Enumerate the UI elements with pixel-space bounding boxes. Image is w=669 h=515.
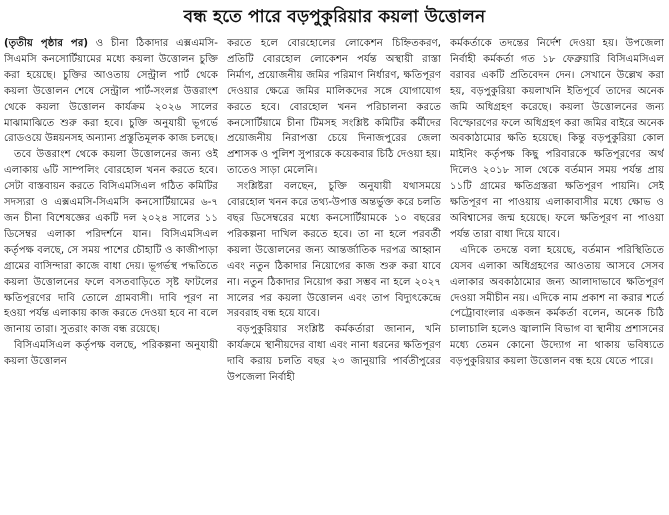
article-headline: বন্ধ হতে পারে বড়পুকুরিয়ার কয়লা উত্তোলন: [183, 7, 486, 27]
continuation-tag: (তৃতীয় পৃষ্ঠার পর): [4, 38, 89, 49]
article-paragraph: বিসিএমসিএল কর্তৃপক্ষ বলছে, পরিকল্পনা অনুযায়ী কয়লা উত্তোলন: [4, 340, 218, 368]
article-paragraph: এদিকে তদন্তে বলা হয়েছে, বর্তমান পরিস্থিতিতে যেসব এলাকা অধিগ্রহণের আওতায় আসবে সেসব এলাকার অবকাঠামোর জন্য আলাদাভাবে ক্ষতিপূরণ দেওয়া সমীচীন নয়। এদিকে নাম প্রকাশ না করার শর্তে পেট্রোবাংলার একজন কর্মকর্তা বলেন, অনেক চিঠি চালাচালি হলেও জ্বালানি বিভাগ বা স্থানীয় প্রশাসনের মধ্যে তেমন কোনো উদ্যোগ না থাকায় ভবিষ্যতে বড়পুকুরিয়ার কয়লা উত্তোলন বন্ধ হয়ে যেতে পারে।: [450, 244, 664, 368]
article-paragraph: (তৃতীয় পৃষ্ঠার পর) ও চীনা ঠিকাদার এক্সএমসি-সিএমসি কনসোর্টিয়ামের মধ্যে কয়লা উত্তোলন চুক্তি করা হয়েছে। চুক্তির আওতায় সেন্ট্রাল পার্ট থেকে কয়লা উত্তোলন শেষে সেন্ট্রাল পার্ট-সংলগ্ন উত্তরাংশ থেকে কয়লা উত্তোলন কার্যক্রম ২০২৬ সালের মাঝামাঝিতে শুরু করা হবে। চুক্তি অনুযায়ী ভূগর্ভে রোডওয়ে উন্নয়নসহ অন্যান্য প্রস্তুতিমূলক কাজ চলছে।: [4, 38, 218, 145]
article-column-2: [227, 36, 441, 512]
article-paragraph: সংশ্লিষ্টরা বলছেন, চুক্তি অনুযায়ী যথাসময়ে বোরহোল খনন করে তথ্য-উপাত্ত অন্তর্ভুক্ত করে চলতি বছর ডিসেম্বরের মধ্যে কনসোর্টিয়ামকে ১০ বছরের পরিকল্পনা দাখিল করতে হবে। তা না হলে পরবর্তী কয়লা উত্তোলনের জন্য আন্তর্জাতিক দরপত্র আহ্বান এবং নতুন ঠিকাদার নিয়োগের কাজ শুরু করা যাবে না। নতুন ঠিকাদার নিয়োগ করা সম্ভব না হলে ২০২৭ সালের পর কয়লা উত্তোলন এবং তাপ বিদ্যুৎকেন্দ্রে সরবরাহ বন্ধ হয়ে যাবে।: [227, 181, 441, 320]
article-paragraph: বড়পুকুরিয়ার সংশ্লিষ্ট কর্মকর্তারা জানান, খনি কার্যক্রমে স্থানীয়দের বাধা এবং নানা ধরনের ক্ষতিপূরণ দাবি করায় চলতি বছর ২৩ জানুয়ারি পার্বতীপুরের উপজেলা নির্বাহী: [227, 324, 441, 384]
article-column-3: [450, 36, 664, 512]
article-paragraph: করতে হলে বোরহোলের লোকেশন চিহ্নিতকরণ, প্রতিটি বোরহোল লোকেশন পর্যন্ত অস্থায়ী রাস্তা নির্মাণ, প্রয়োজনীয় জমির পরিমাণ নির্ধারণ, ক্ষতিপূরণ দেওয়ার ক্ষেত্রে জমির মালিকদের সঙ্গে যোগাযোগ করতে হবে। বোরহোল খনন পরিচালনা করতে কনসোর্টিয়ামে চীনা টিমসহ সংশ্লিষ্ট কমিটির কর্মীদের প্রয়োজনীয় নিরাপত্তা চেয়ে দিনাজপুরের জেলা প্রশাসক ও পুলিশ সুপারকে কয়েকবার চিঠি দেওয়া হয়। তাতেও সাড়া মেলেনি।: [227, 38, 441, 177]
article-paragraph: তবে উত্তরাংশ থেকে কয়লা উত্তোলনের জন্য ওই এলাকায় ৬টি সাম্পলিং বোরহোল খনন করতে হবে। সেটা বাস্তবায়ন করতে বিসিএমসিএল গঠিত কমিটির সদস্যরা ও এক্সএমসি-সিএমসি কনসোর্টিয়ামের ৬-৭ জন চীনা বিশেষজ্ঞের একটি দল ২০২৪ সালের ১১ ডিসেম্বর এলাকা পরিদর্শনে যান। বিসিএমসিএল কর্তৃপক্ষ বলছে, সে সময় পাশের চৌহাটি ও কাজীপাড়া গ্রামের বাসিন্দারা কাজে বাধা দেয়। ভূগর্ভস্থ পদ্ধতিতে কয়লা উত্তোলনের ফলে বসতবাড়িতে সৃষ্ট ফাটলের ক্ষতিপূরণের দাবি তোলে গ্রামবাসী। দাবি পূরণ না হওয়া পর্যন্ত এলাকায় কাজ করতে দেওয়া হবে না বলে জানায় তারা। সুতরাং কাজ বন্ধ রয়েছে।: [4, 149, 218, 336]
article-paragraph: কর্মকর্তাকে তদন্তের নির্দেশ দেওয়া হয়। উপজেলা নির্বাহী কর্মকর্তা গত ১৮ ফেব্রুয়ারি বিসিএমসিএল বরাবর একটি প্রতিবেদন দেন। সেখানে উল্লেখ করা হয়, বড়পুকুরিয়া কয়লাখনি ইতিপূর্বে তাদের অনেক জমি অধিগ্রহণ করেছে। কয়লা উত্তোলনের জন্য বিস্ফোরণের ফলে অধিগ্রহণ করা জমির বাইরে অনেক অবকাঠামোর ক্ষতি হয়েছে। কিন্তু বড়পুকুরিয়া কোল মাইনিং কর্তৃপক্ষ কিছু পরিবারকে ক্ষতিপূরণের অর্থ দিলেও ২০১৮ সাল থেকে বর্তমান সময় পর্যন্ত প্রায় ১১টি গ্রামের ক্ষতিগ্রস্তরা ক্ষতিপূরণ পায়নি। সেই ক্ষতিপূরণ না পাওয়ায় এলাকাবাসীর মধ্যে ক্ষোভ ও অবিশ্বাসের জন্ম হয়েছে। ফলে ক্ষতিপূরণ না পাওয়া পর্যন্ত তারা বাধা দিয়ে যাবে।: [450, 38, 664, 240]
article-column-1: [4, 36, 218, 512]
article-body: [4, 36, 665, 512]
